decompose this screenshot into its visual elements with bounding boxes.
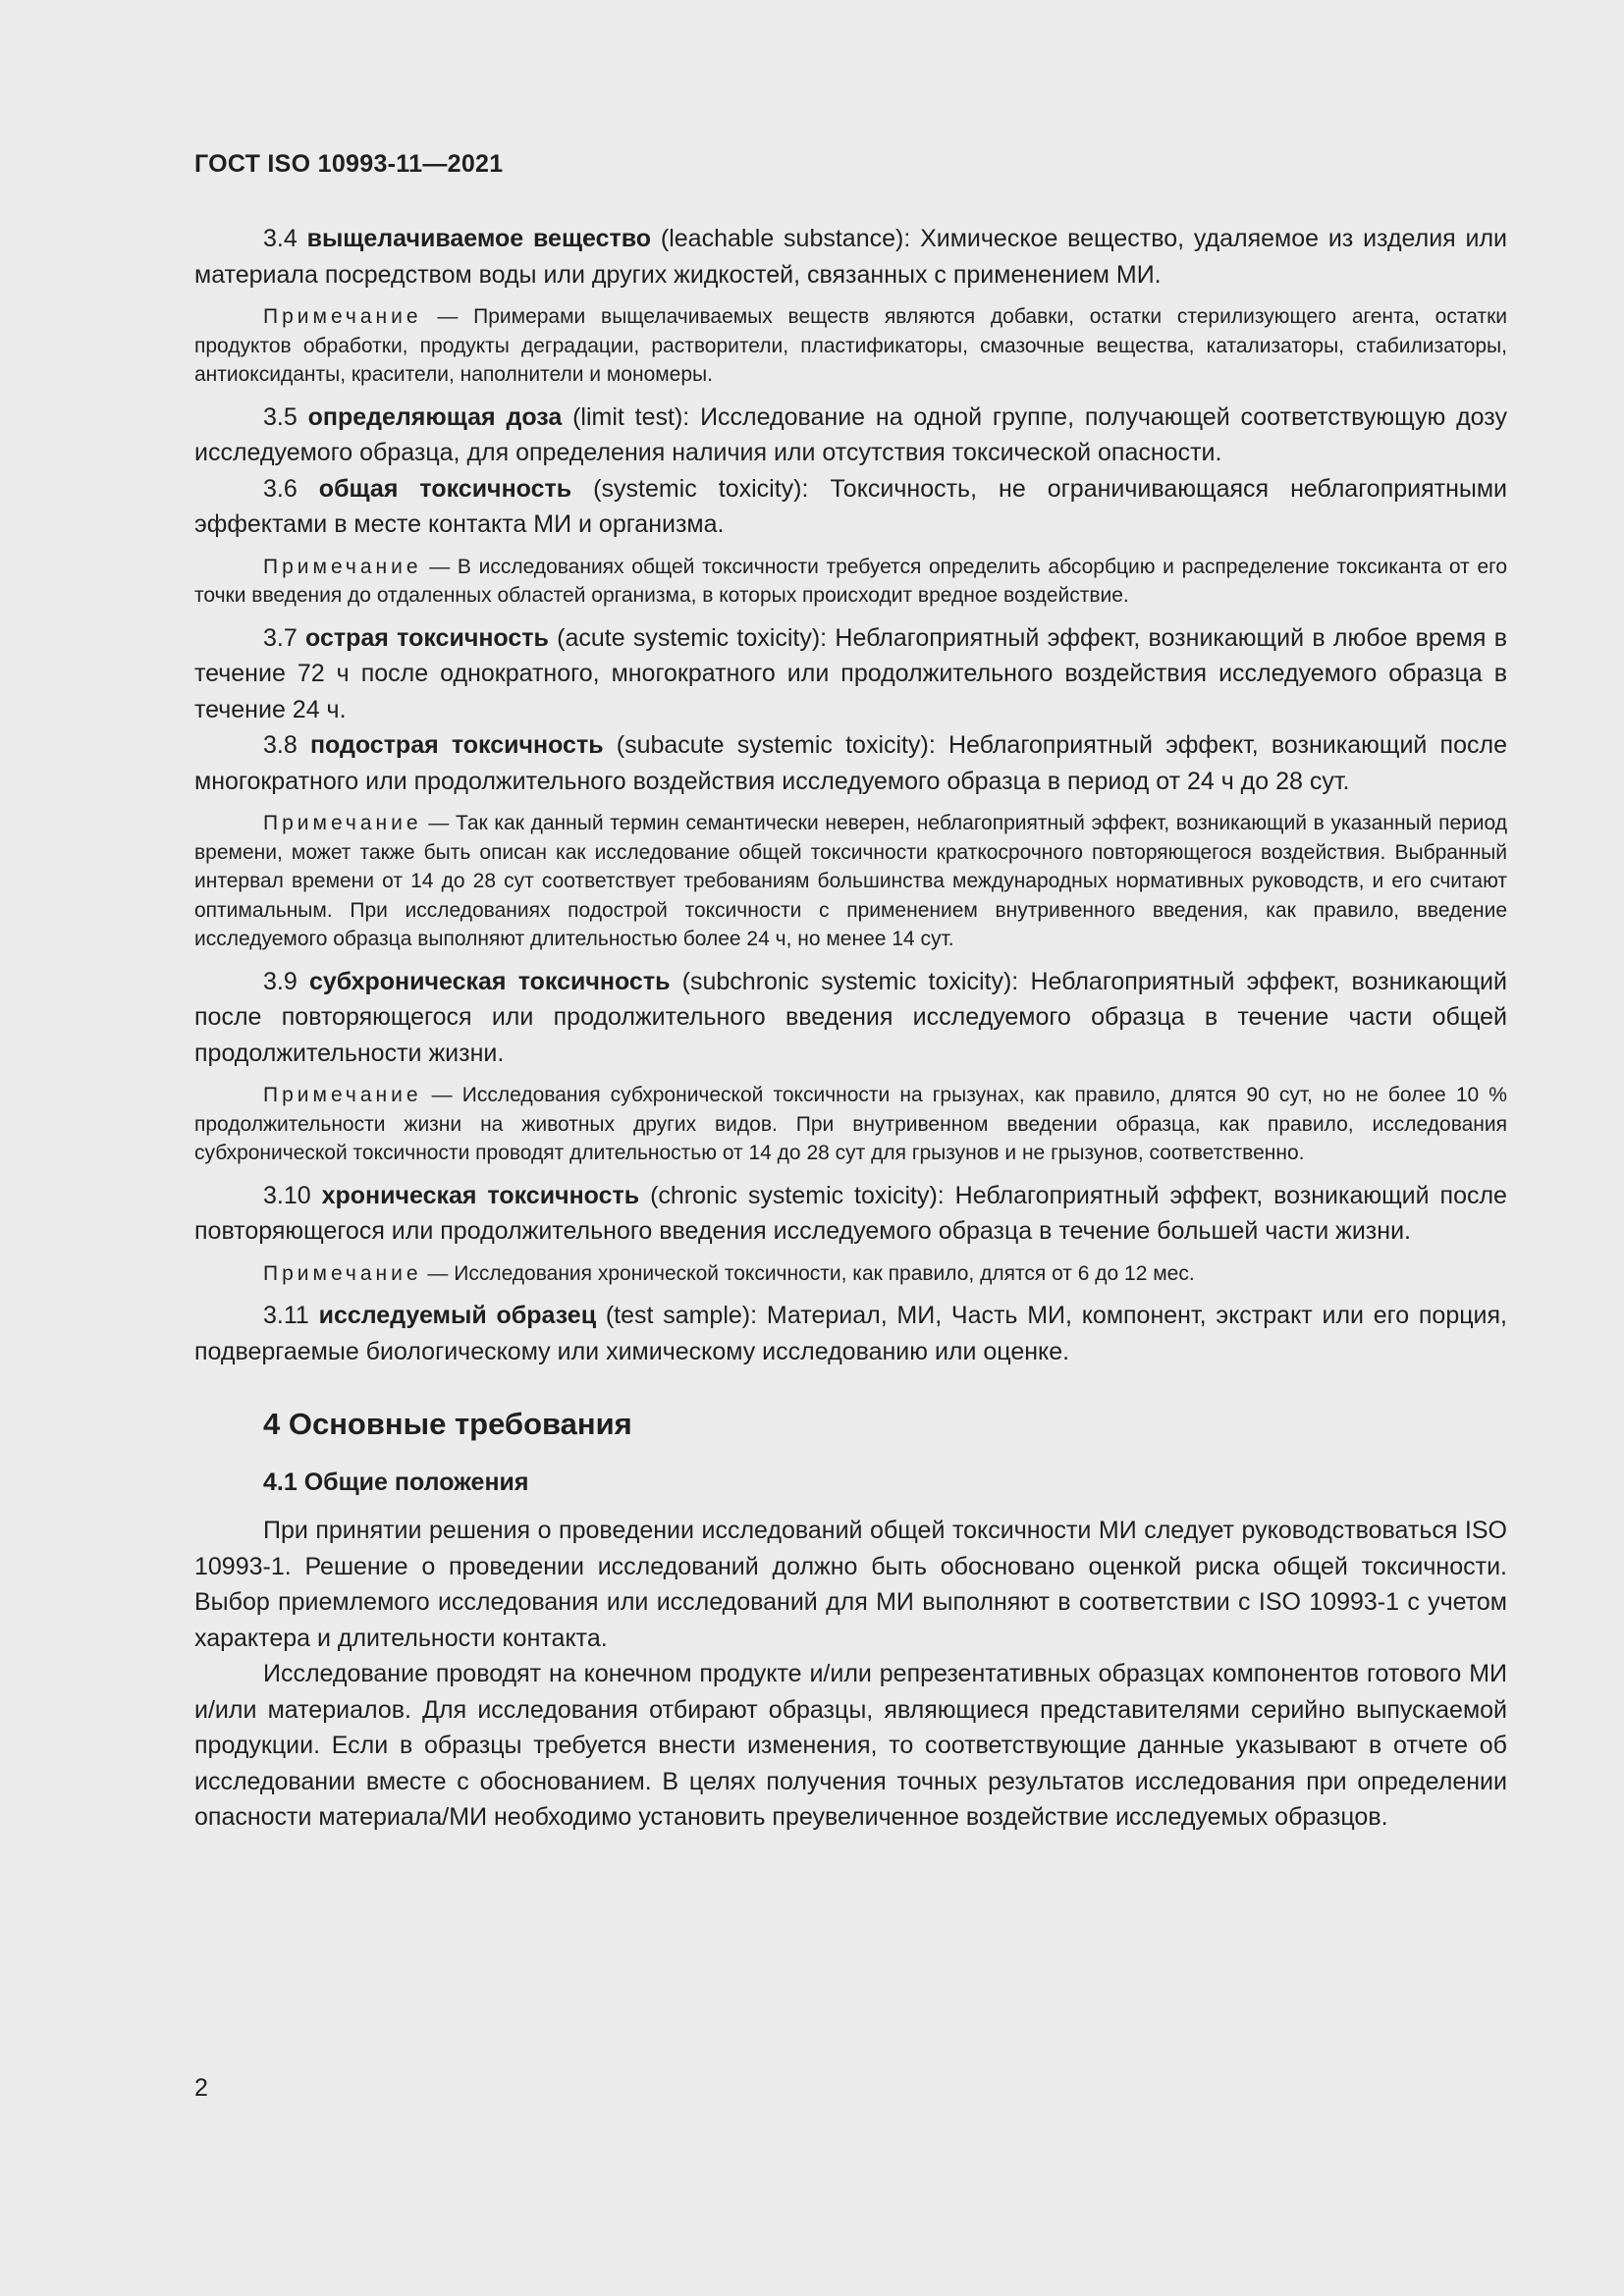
note-3-9: Примечание — Исследования субхронической токсичности на грызунах, как правило, длятся 90 сут, но не более 10 % продолжительности жизни на животных других видов. При внутривенном введении образца, как правило, исследования субхронической токсичности проводят длительностью от 14 до 28 сут для грызунов и не грызунов, соответственно. bbox=[194, 1084, 1507, 1164]
section-4-heading: 4 Основные требования bbox=[263, 1407, 632, 1441]
section-4-1-heading: 4.1 Общие положения bbox=[263, 1468, 529, 1496]
note-3-4: Примечание — Примерами выщелачиваемых веществ являются добавки, остатки стерилизующего агента, остатки продуктов обработки, продукты деградации, растворители, пластификаторы, смазочные вещества, катализаторы, стабилизаторы, антиоксиданты, красители, наполнители и мономеры. bbox=[194, 305, 1507, 386]
note-3-8: Примечание — Так как данный термин семантически неверен, неблагоприятный эффект, возникающий в указанный период времени, может также быть описан как исследование общей токсичности краткосрочного повторяющегося воздействия. Выбранный интервал времени от 14 до 28 сут соответствует требованиям большинства международных нормативных руководств, и его считают оптимальным. При исследованиях подострой токсичности с применением внутривенного введения, как правило, введение исследуемого образца выполняют длительностью более 24 ч, но менее 14 сут. bbox=[194, 812, 1508, 950]
term-3-8: 3.8 подострая токсичность (subacute systemic toxicity): Неблагоприятный эффект, возникающий после многократного или продолжительного воздействия исследуемого образца в период от 24 ч до 28 сут. bbox=[194, 731, 1507, 795]
page-body bbox=[194, 221, 1507, 1836]
term-3-4: 3.4 выщелачиваемое вещество (leachable substance): Химическое вещество, удаляемое из изделия или материала посредством воды или других жидкостей, связанных с применением МИ. bbox=[194, 225, 1508, 289]
section-4-1-paragraph-2: Исследование проводят на конечном продукте и/или репрезентативных образцах компонентов готового МИ и/или материалов. Для исследования отбирают образцы, являющиеся представителями серийно выпускаемой продукции. Если в образцы требуется внести изменения, то соответствующие данные указывают в отчете об исследовании вместе с обоснованием. В целях получения точных результатов исследования при определении опасности материала/МИ необходимо установить преувеличенное воздействие исследуемых образцов. bbox=[194, 1660, 1507, 1831]
term-3-9: 3.9 субхроническая токсичность (subchronic systemic toxicity): Неблагоприятный эффект, возникающий после повторяющегося или продолжительного введения исследуемого образца в течение части общей продолжительности жизни. bbox=[194, 967, 1507, 1067]
term-3-7: 3.7 острая токсичность (acute systemic toxicity): Неблагоприятный эффект, возникающий в любое время в течение 72 ч после однократного, многократного или продолжительного воздействия исследуемого образца в течение 24 ч. bbox=[194, 623, 1507, 723]
section-4-1-paragraph-1: При принятии решения о проведении исследований общей токсичности МИ следует руководствоваться ISO 10993-1. Решение о проведении исследований должно быть обосновано оценкой риска общей токсичности. Выбор приемлемого исследования или исследований для МИ выполняют в соответствии с ISO 10993-1 с учетом характера и длительности контакта. bbox=[194, 1517, 1507, 1652]
standard-header: ГОСТ ISO 10993-11—2021 bbox=[194, 150, 504, 178]
term-3-10: 3.10 хроническая токсичность (chronic systemic toxicity): Неблагоприятный эффект, возникающий после повторяющегося или продолжительного введения исследуемого образца в течение большей части жизни. bbox=[194, 1181, 1507, 1245]
note-3-10: Примечание — Исследования хронической токсичности, как правило, длятся от 6 до 12 мес. bbox=[263, 1261, 1195, 1285]
note-3-6: Примечание — В исследованиях общей токсичности требуется определить абсорбцию и распределение токсиканта от его точки введения до отдаленных областей организма, в которых происходит вредное воздействие. bbox=[194, 555, 1508, 607]
term-3-11: 3.11 исследуемый образец (test sample): Материал, МИ, Часть МИ, компонент, экстракт или его порция, подвергаемые биологическому или химическому исследованию или оценке. bbox=[194, 1302, 1507, 1365]
term-3-6: 3.6 общая токсичность (systemic toxicity): Токсичность, не ограничивающаяся неблагоприятными эффектами в месте контакта МИ и организма. bbox=[194, 474, 1508, 538]
term-3-5: 3.5 определяющая доза (limit test): Исследование на одной группе, получающей соответствующую дозу исследуемого образца, для определения наличия или отсутствия токсической опасности. bbox=[194, 402, 1507, 466]
page-number: 2 bbox=[194, 2074, 208, 2102]
